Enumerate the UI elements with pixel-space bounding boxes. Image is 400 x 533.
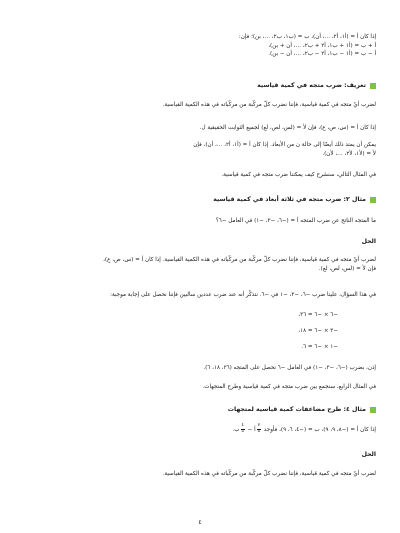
calc-line-3: −١ × −٦ = ٦.	[301, 344, 338, 350]
definition-heading: تعريف: ضرب متجه في كمية قياسية	[22, 81, 376, 91]
example1-solution-label: الحل	[361, 238, 376, 245]
example1-question: ما المتجه الناتج عن ضرب المتجه أ = (−٦، −٣، −١) في العامل −٦؟	[215, 218, 376, 224]
fraction-seven-fifths: $\frac{٧}{٥}$	[257, 423, 261, 434]
example1-heading: مثال ٢: ضرب متجه في ثلاثة أبعاد في كمية قياسية	[22, 195, 376, 205]
intro-equations	[22, 33, 376, 59]
intro-line-2: أ + ب = (أ١ + ب١، أ٢ + ب٢، …، أن + بن)،	[268, 42, 376, 49]
green-square-icon	[370, 407, 376, 413]
example1-solution-line-2: فإن لأ = (لس، لص، لع).	[318, 265, 376, 272]
example2-heading: مثال ٤: طرح مضاعفات كمية قياسية لمتجهات	[22, 405, 376, 415]
example2-question: إذا كان أ = (−٨، ٩، ٩)، ب = (−٤، ٦، ٩)، فأوجد $\frac{٧}{٥}$ أ − $\frac{٤}{٥}$ ب.	[232, 423, 376, 434]
definition-text-3-line-2: لأ = (لأ١، لأ٢، …، لأن).	[322, 150, 376, 157]
intro-line-1: إذا كان أ = (أ١، أ٢، …، أن)، ب = (ب١، ب٢، …، بن)؛ فإن:	[238, 34, 376, 40]
example1-next: في المثال الرابع، سنجمع بين ضرب متجه في كمية قياسية وطرح المتجهات.	[202, 384, 376, 390]
calc-line-2: −٣ × −٦ = ١٨،	[298, 328, 338, 334]
example1-solution-line-1: لضرب أيّ متجه في كمية قياسية، فإننا نضرب كلّ مركّبة من مركّباته في هذه الكمية القياسية. إذا كان أ = (س، ص، ع)،	[103, 257, 376, 263]
green-square-icon	[370, 83, 376, 89]
page-number: ٤	[198, 518, 202, 526]
intro-line-3: أ − ب = (أ١ − ب١، أ٢ − ب٢، …، أن − بن).	[268, 51, 376, 58]
green-square-icon	[370, 197, 376, 203]
definition-text-1: لضرب أيّ متجه في كمية قياسية، فإننا نضرب كلّ مركّبة من مركّباته في هذه الكمية القياسية.	[162, 102, 376, 108]
example2-solution-text: لضرب أيّ متجه في كمية قياسية، فإننا نضرب كلّ مركّبة من مركّباته في هذه الكمية القياسية.	[162, 471, 376, 477]
definition-text-3	[22, 141, 376, 158]
example1-conclusion: إذن، بضرب (−٦، −٣، −١) في العامل −٦ نحصل على المتجه (٣٦، ١٨، ٦).	[203, 365, 376, 371]
example1-solution-text-2: في هذا السؤال، علينا ضرب −٦، −٣، −١ في −٦. نتذكّر أنه عند ضرب عددين سالبين فإننا نحصل على إجابة موجبة:	[110, 292, 376, 298]
definition-text-4: في المثال التالي، سنشرح كيف يمكننا ضرب متجه في كمية قياسية.	[221, 172, 376, 178]
definition-text-2: إذا كان أ = (س، ص، ع)، فإن لأ = (لس، لص، لع) لجميع الثوابت الحقيقية ل.	[199, 125, 376, 131]
example2-solution-label: الحل	[361, 451, 376, 458]
definition-text-3-line-1: يمكن أن يمتد ذلك أيضًا إلى حالة ن من الأبعاد. إذا كان أ = (أ١، أ٢، …، أن)، فإن	[193, 142, 376, 148]
fraction-four-fifths: $\frac{٤}{٥}$	[241, 423, 244, 434]
calc-line-1: −٦ × −٦ = ٣٦،	[298, 312, 338, 318]
example1-solution-text-1	[22, 256, 376, 273]
